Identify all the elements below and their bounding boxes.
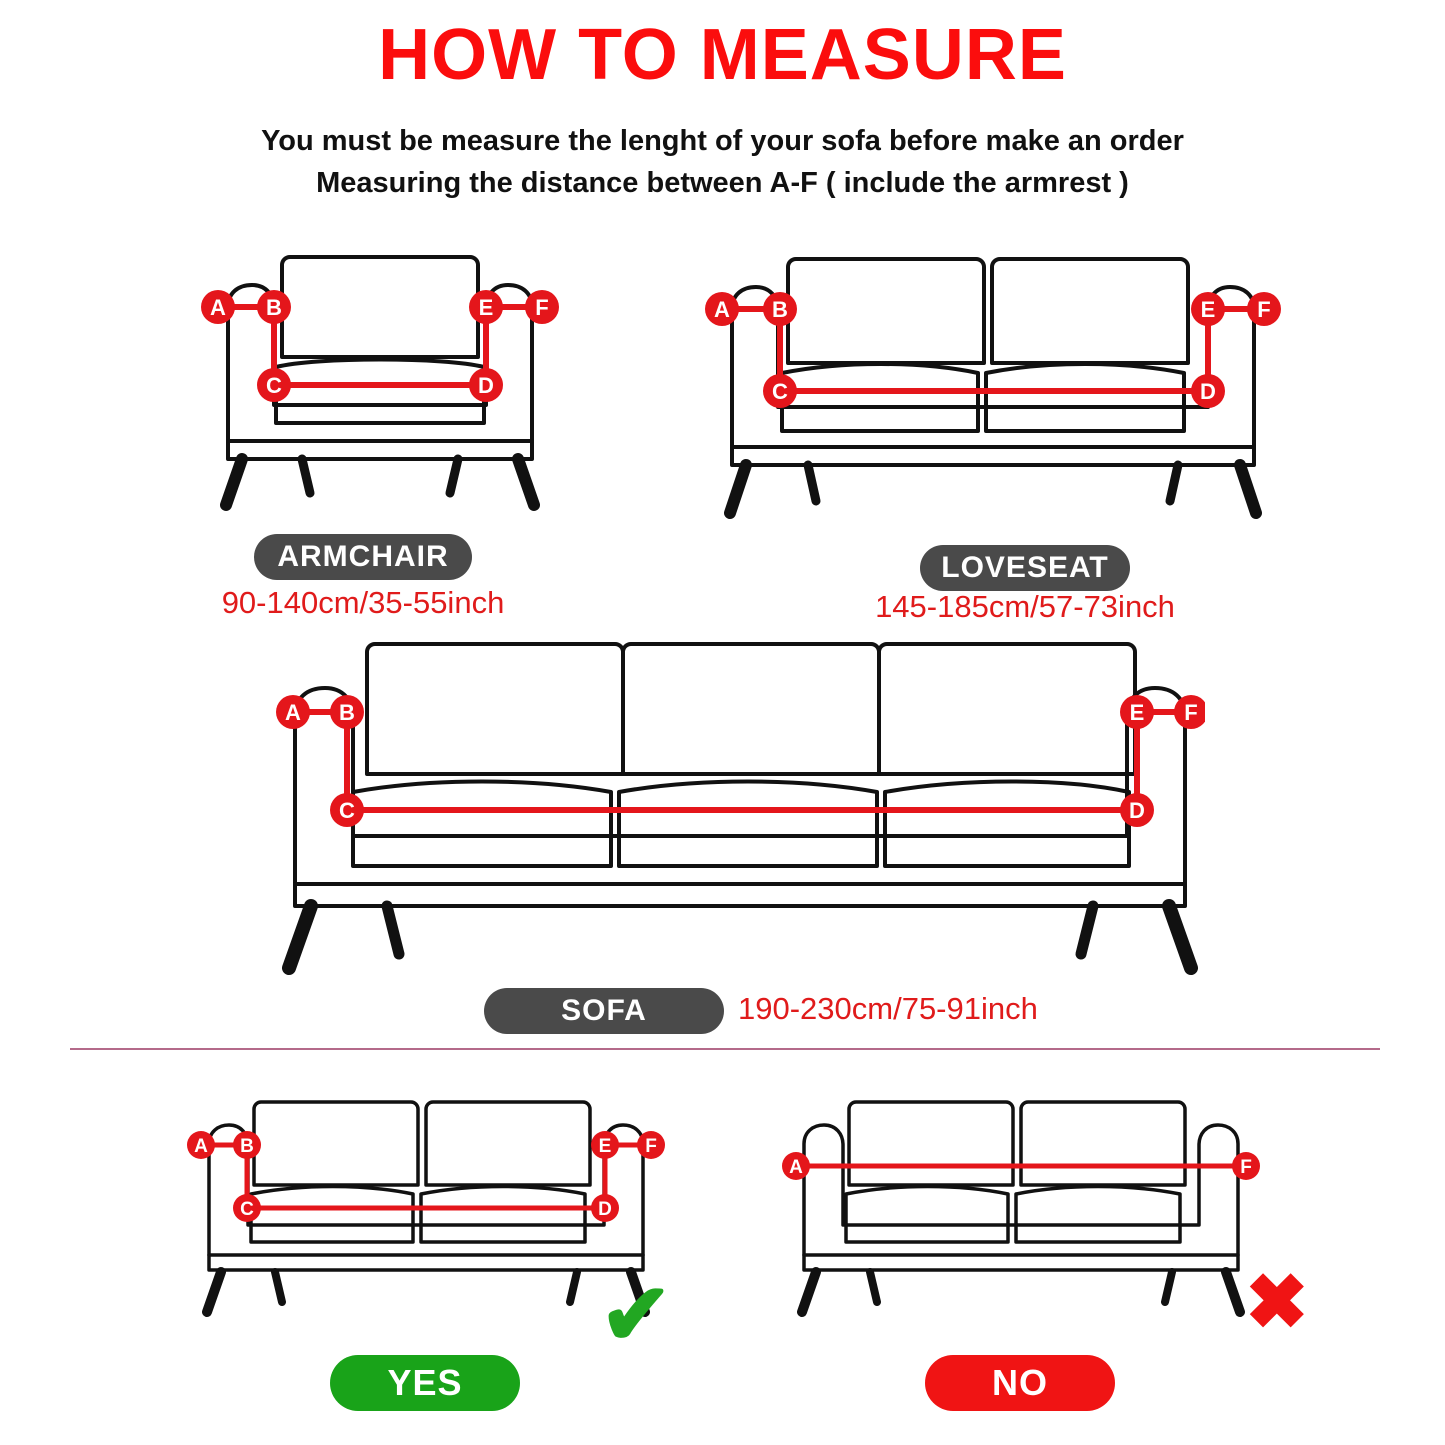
svg-text:A: A (194, 1136, 208, 1157)
armchair-figure (190, 245, 570, 515)
svg-text:D: D (598, 1199, 612, 1220)
incorrect-example-figure (780, 1090, 1270, 1320)
svg-text:E: E (598, 1136, 612, 1157)
loveseat-figure (700, 245, 1290, 525)
svg-text:B: B (240, 1136, 254, 1157)
yes-label: YES (330, 1355, 520, 1411)
svg-text:C: C (772, 379, 788, 404)
svg-text:E: E (1129, 700, 1145, 725)
svg-text:D: D (478, 373, 494, 398)
armchair-label: ARMCHAIR (254, 534, 472, 580)
check-mark-icon: ✔ (600, 1267, 673, 1363)
svg-text:E: E (1200, 297, 1216, 322)
svg-text:A: A (789, 1157, 803, 1178)
section-divider (70, 1048, 1380, 1050)
svg-text:F: F (1240, 1157, 1252, 1178)
svg-text:B: B (772, 297, 788, 322)
svg-text:C: C (339, 798, 355, 823)
page-subtitle (0, 120, 1445, 204)
svg-text:A: A (714, 297, 730, 322)
svg-text:A: A (210, 295, 226, 320)
svg-text:D: D (1200, 379, 1216, 404)
sofa-point-markers (275, 630, 1205, 990)
svg-text:F: F (1184, 700, 1198, 725)
sofa-label: SOFA (484, 988, 724, 1034)
svg-text:C: C (240, 1199, 254, 1220)
no-label: NO (925, 1355, 1115, 1411)
svg-text:C: C (266, 373, 282, 398)
incorrect-point-markers (780, 1090, 1270, 1320)
subtitle-line-1: You must be measure the lenght of your sofa before make an order (261, 125, 1184, 157)
armchair-point-markers (190, 245, 570, 515)
svg-text:B: B (266, 295, 282, 320)
svg-text:F: F (535, 295, 549, 320)
svg-text:F: F (645, 1136, 657, 1157)
svg-text:A: A (285, 700, 301, 725)
svg-text:F: F (1257, 297, 1271, 322)
loveseat-dimension: 145-185cm/57-73inch (875, 589, 1175, 624)
svg-text:B: B (339, 700, 355, 725)
page-title: HOW TO MEASURE (378, 15, 1067, 95)
armchair-dimension: 90-140cm/35-55inch (221, 585, 505, 620)
svg-text:D: D (1129, 798, 1145, 823)
svg-text:E: E (478, 295, 494, 320)
subtitle-line-2: Measuring the distance between A-F ( include the armrest ) (316, 167, 1129, 200)
cross-mark-icon: ✖ (1245, 1260, 1309, 1345)
sofa-dimension: 190-230cm/75-91inch (738, 991, 1038, 1026)
sofa-figure (275, 630, 1205, 990)
loveseat-label: LOVESEAT (920, 545, 1130, 591)
loveseat-point-markers (700, 245, 1290, 525)
